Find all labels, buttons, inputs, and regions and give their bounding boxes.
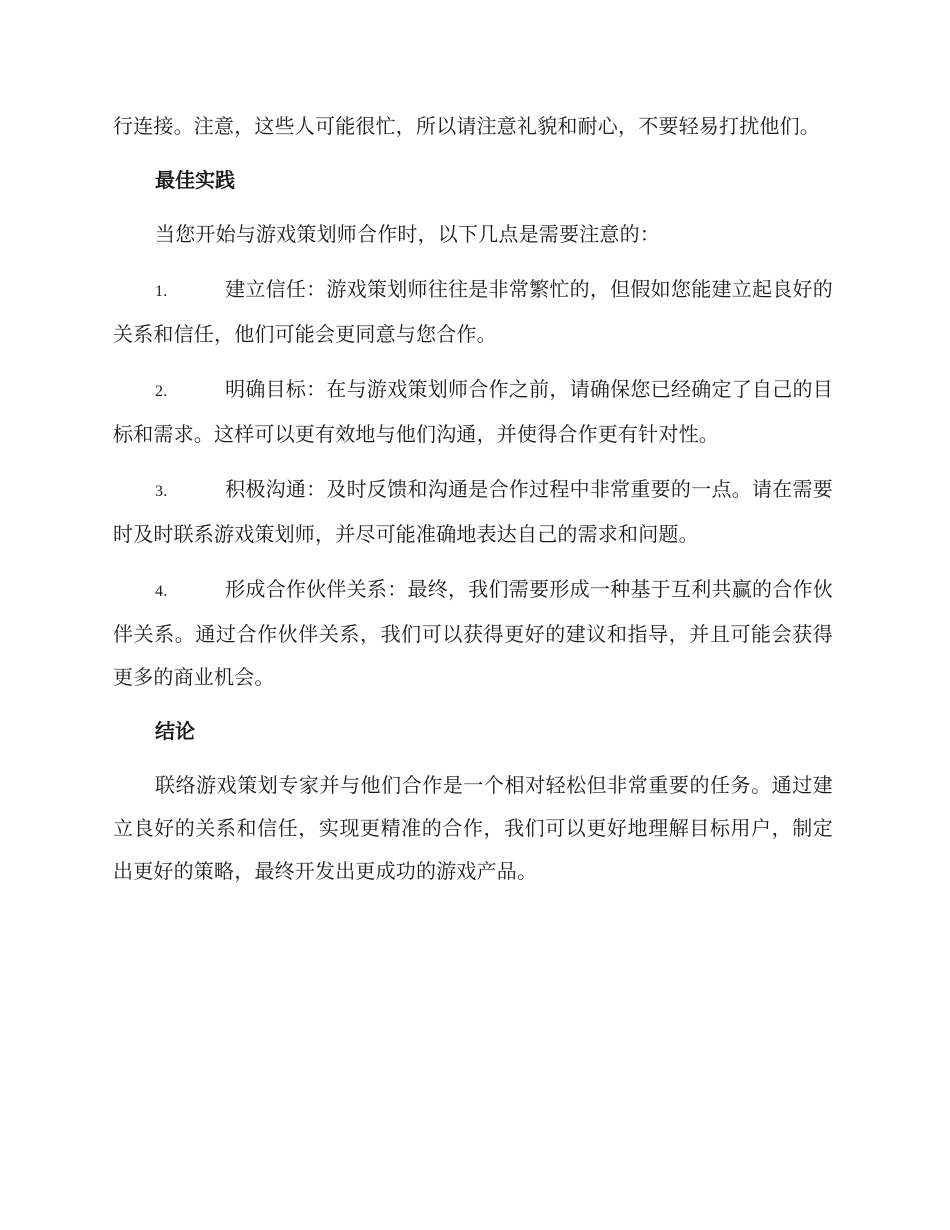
spacer xyxy=(113,256,833,268)
conclusion-paragraph: 联络游戏策划专家并与他们合作是一个相对轻松但非常重要的任务。通过建立良好的关系和信任，实现更精准的合作，我们可以更好地理解目标用户，制定出更好的策略，最终开发出更成功的游戏产品。 xyxy=(113,773,833,883)
list-item-1 xyxy=(113,268,833,356)
spacer xyxy=(113,556,833,568)
list-item-4 xyxy=(113,568,833,699)
intro-continuation-paragraph: 行连接。注意，这些人可能很忙，所以请注意礼貌和耐心，不要轻易打扰他们。 xyxy=(113,114,820,138)
document-page xyxy=(113,105,833,893)
spacer xyxy=(113,202,833,213)
conclusion-heading: 结论 xyxy=(155,719,195,743)
best-practices-heading: 最佳实践 xyxy=(155,168,235,192)
list-number: 4. xyxy=(155,583,168,600)
spacer xyxy=(113,699,833,710)
spacer xyxy=(113,753,833,764)
spacer xyxy=(113,456,833,468)
list-item-text: 明确目标：在与游戏策划师合作之前，请确保您已经确定了自己的目标和需求。这样可以更有效地与他们沟通，并使得合作更有针对性。 xyxy=(113,377,833,446)
list-item-text: 形成合作伙伴关系：最终，我们需要形成一种基于互利共赢的合作伙伴关系。通过合作伙伴关系，我们可以获得更好的建议和指导，并且可能会获得更多的商业机会。 xyxy=(113,577,833,689)
list-item-text: 积极沟通：及时反馈和沟通是合作过程中非常重要的一点。请在需要时及时联系游戏策划师，并尽可能准确地表达自己的需求和问题。 xyxy=(113,477,833,546)
list-number: 1. xyxy=(155,283,168,300)
list-number: 3. xyxy=(155,483,168,500)
spacer xyxy=(113,356,833,368)
spacer xyxy=(113,148,833,159)
list-item-text: 建立信任：游戏策划师往往是非常繁忙的，但假如您能建立起良好的关系和信任，他们可能会更同意与您合作。 xyxy=(113,277,833,346)
best-practices-lead: 当您开始与游戏策划师合作时，以下几点是需要注意的： xyxy=(155,222,660,246)
list-item-3 xyxy=(113,468,833,556)
list-item-2 xyxy=(113,368,833,456)
list-number: 2. xyxy=(155,383,168,400)
